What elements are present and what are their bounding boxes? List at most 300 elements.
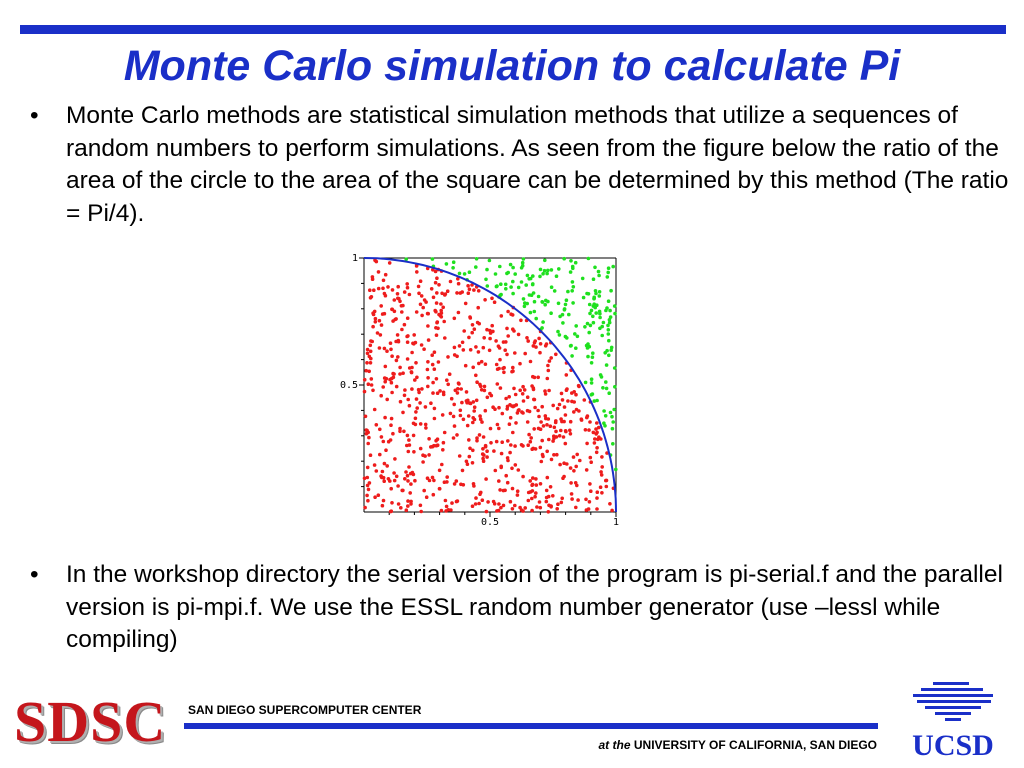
- point-inside: [417, 292, 421, 296]
- point-outside: [431, 257, 435, 261]
- point-inside: [486, 500, 490, 504]
- point-outside: [571, 280, 575, 284]
- point-outside: [526, 274, 530, 278]
- point-outside: [557, 267, 561, 271]
- point-inside: [482, 459, 486, 463]
- point-inside: [364, 415, 368, 419]
- point-inside: [381, 385, 385, 389]
- point-inside: [532, 398, 536, 402]
- point-inside: [366, 499, 370, 503]
- point-inside: [413, 479, 417, 483]
- point-inside: [452, 436, 456, 440]
- point-outside: [598, 290, 602, 294]
- point-inside: [434, 270, 438, 274]
- point-inside: [379, 474, 383, 478]
- x-tick-label: 1: [612, 517, 620, 528]
- point-inside: [482, 346, 486, 350]
- point-inside: [439, 309, 443, 313]
- point-inside: [599, 485, 603, 489]
- point-outside: [533, 310, 537, 314]
- point-inside: [399, 400, 403, 404]
- point-inside: [545, 489, 549, 493]
- point-outside: [604, 414, 608, 418]
- point-inside: [414, 423, 418, 427]
- point-inside: [435, 321, 439, 325]
- point-inside: [599, 470, 603, 474]
- point-outside: [474, 265, 478, 269]
- point-inside: [424, 423, 428, 427]
- point-inside: [378, 346, 382, 350]
- point-outside: [608, 318, 612, 322]
- point-inside: [505, 353, 509, 357]
- point-outside: [606, 271, 610, 275]
- point-inside: [521, 385, 525, 389]
- point-inside: [403, 394, 407, 398]
- point-inside: [427, 437, 431, 441]
- point-inside: [496, 367, 500, 371]
- point-inside: [478, 433, 482, 437]
- point-inside: [497, 427, 501, 431]
- point-inside: [480, 420, 484, 424]
- point-outside: [601, 386, 605, 390]
- point-inside: [471, 416, 475, 420]
- point-inside: [528, 479, 532, 483]
- point-inside: [505, 327, 509, 331]
- point-outside: [598, 316, 602, 320]
- point-inside: [363, 506, 367, 510]
- point-outside: [612, 408, 616, 412]
- point-inside: [544, 392, 548, 396]
- point-inside: [455, 433, 459, 437]
- point-inside: [438, 487, 442, 491]
- point-inside: [462, 348, 466, 352]
- point-inside: [403, 477, 407, 481]
- point-inside: [363, 390, 367, 394]
- bullet-item-1: [30, 100, 1010, 230]
- point-outside: [613, 304, 617, 308]
- point-inside: [534, 491, 538, 495]
- point-outside: [571, 267, 575, 271]
- point-inside: [530, 483, 534, 487]
- point-inside: [481, 498, 485, 502]
- point-inside: [518, 362, 522, 366]
- point-inside: [421, 460, 425, 464]
- points-layer: [363, 257, 618, 514]
- point-outside: [569, 259, 573, 263]
- point-inside: [449, 280, 453, 284]
- point-inside: [471, 461, 475, 465]
- point-inside: [445, 378, 449, 382]
- point-outside: [598, 312, 602, 316]
- point-inside: [587, 428, 591, 432]
- point-inside: [499, 465, 503, 469]
- point-inside: [546, 377, 550, 381]
- point-inside: [406, 398, 410, 402]
- point-inside: [389, 341, 393, 345]
- point-inside: [383, 462, 387, 466]
- point-inside: [540, 405, 544, 409]
- point-inside: [434, 310, 438, 314]
- point-inside: [369, 361, 373, 365]
- point-inside: [475, 380, 479, 384]
- point-outside: [598, 294, 602, 298]
- point-inside: [574, 465, 578, 469]
- point-inside: [406, 316, 410, 320]
- point-outside: [556, 330, 560, 334]
- point-inside: [574, 506, 578, 510]
- point-inside: [596, 490, 600, 494]
- point-inside: [529, 360, 533, 364]
- point-inside: [441, 448, 445, 452]
- point-outside: [590, 393, 594, 397]
- point-outside: [607, 354, 611, 358]
- point-outside: [607, 299, 611, 303]
- point-inside: [500, 440, 504, 444]
- point-inside: [366, 442, 370, 446]
- point-outside: [574, 261, 578, 265]
- point-inside: [400, 328, 404, 332]
- point-inside: [585, 442, 589, 446]
- ucsd-logo: [903, 680, 1003, 760]
- point-inside: [462, 483, 466, 487]
- point-outside: [558, 333, 562, 337]
- point-outside: [525, 302, 529, 306]
- point-inside: [395, 475, 399, 479]
- point-outside: [587, 257, 591, 261]
- point-outside: [533, 300, 537, 304]
- point-inside: [574, 481, 578, 485]
- point-inside: [533, 406, 537, 410]
- monte-carlo-plot: [330, 248, 630, 533]
- point-inside: [382, 440, 386, 444]
- point-inside: [523, 352, 527, 356]
- point-inside: [379, 394, 383, 398]
- point-inside: [505, 407, 509, 411]
- point-inside: [474, 496, 478, 500]
- point-inside: [485, 328, 489, 332]
- point-inside: [485, 449, 489, 453]
- point-inside: [419, 422, 423, 426]
- point-inside: [452, 415, 456, 419]
- point-inside: [589, 489, 593, 493]
- point-outside: [587, 292, 591, 296]
- point-inside: [475, 399, 479, 403]
- point-inside: [366, 431, 370, 435]
- point-inside: [509, 500, 513, 504]
- point-inside: [373, 495, 377, 499]
- point-inside: [539, 342, 543, 346]
- point-inside: [456, 391, 460, 395]
- point-inside: [547, 389, 551, 393]
- point-inside: [400, 489, 404, 493]
- point-outside: [591, 351, 595, 355]
- point-inside: [523, 506, 527, 510]
- point-outside: [587, 331, 591, 335]
- point-inside: [530, 384, 534, 388]
- point-inside: [508, 422, 512, 426]
- point-inside: [541, 455, 545, 459]
- point-outside: [609, 411, 613, 415]
- point-inside: [471, 421, 475, 425]
- point-outside: [506, 271, 510, 275]
- point-inside: [564, 413, 568, 417]
- point-outside: [463, 272, 467, 276]
- point-inside: [488, 337, 492, 341]
- point-inside: [518, 389, 522, 393]
- point-inside: [422, 347, 426, 351]
- point-outside: [475, 257, 479, 261]
- point-inside: [449, 412, 453, 416]
- point-inside: [578, 459, 582, 463]
- point-inside: [374, 320, 378, 324]
- point-inside: [562, 435, 566, 439]
- bullet-text: In the workshop directory the serial version of the program is pi-serial.f and the parallel version is pi-mpi.f. We use the ESSL random number generator (use –lessl while compiling): [66, 561, 1003, 653]
- point-outside: [522, 297, 526, 301]
- point-outside: [590, 309, 594, 313]
- point-inside: [378, 319, 382, 323]
- point-inside: [502, 371, 506, 375]
- point-inside: [412, 333, 416, 337]
- point-inside: [384, 273, 388, 277]
- point-inside: [457, 381, 461, 385]
- point-inside: [420, 387, 424, 391]
- point-inside: [597, 435, 601, 439]
- point-outside: [592, 277, 596, 281]
- point-inside: [595, 507, 599, 511]
- point-inside: [504, 340, 508, 344]
- point-inside: [367, 370, 371, 374]
- sdsc-logo: SDSC: [14, 689, 167, 754]
- point-inside: [426, 324, 430, 328]
- point-inside: [412, 434, 416, 438]
- point-inside: [380, 435, 384, 439]
- point-inside: [558, 463, 562, 467]
- point-inside: [428, 479, 432, 483]
- point-inside: [392, 376, 396, 380]
- point-outside: [607, 266, 611, 270]
- point-inside: [373, 408, 377, 412]
- point-inside: [585, 468, 589, 472]
- point-outside: [595, 303, 599, 307]
- point-inside: [378, 428, 382, 432]
- point-inside: [453, 346, 457, 350]
- point-outside: [591, 315, 595, 319]
- bullet-marker: •: [30, 561, 39, 588]
- point-inside: [537, 427, 541, 431]
- point-inside: [381, 287, 385, 291]
- point-inside: [605, 485, 609, 489]
- point-inside: [471, 323, 475, 327]
- point-inside: [538, 351, 542, 355]
- point-inside: [600, 491, 604, 495]
- point-inside: [594, 432, 598, 436]
- point-inside: [423, 454, 427, 458]
- point-inside: [391, 288, 395, 292]
- point-inside: [569, 481, 573, 485]
- point-inside: [464, 302, 468, 306]
- point-inside: [462, 329, 466, 333]
- point-inside: [437, 360, 441, 364]
- org-name: SAN DIEGO SUPERCOMPUTER CENTER: [188, 703, 422, 717]
- point-inside: [379, 304, 383, 308]
- point-inside: [410, 371, 414, 375]
- point-inside: [493, 300, 497, 304]
- point-inside: [424, 300, 428, 304]
- point-inside: [474, 374, 478, 378]
- point-inside: [371, 275, 375, 279]
- point-outside: [563, 308, 567, 312]
- point-inside: [384, 365, 388, 369]
- point-inside: [484, 409, 488, 413]
- point-outside: [566, 290, 570, 294]
- point-inside: [481, 452, 485, 456]
- point-inside: [406, 434, 410, 438]
- x-tick-label: 0.5: [480, 517, 500, 528]
- point-inside: [521, 411, 525, 415]
- point-inside: [554, 353, 558, 357]
- point-inside: [364, 369, 368, 373]
- point-inside: [519, 319, 523, 323]
- point-inside: [435, 276, 439, 280]
- point-inside: [547, 510, 551, 514]
- point-inside: [429, 445, 433, 449]
- point-inside: [530, 509, 534, 513]
- point-inside: [368, 481, 372, 485]
- point-inside: [437, 283, 441, 287]
- point-inside: [394, 317, 398, 321]
- point-inside: [518, 506, 522, 510]
- point-outside: [586, 322, 590, 326]
- point-outside: [570, 289, 574, 293]
- point-inside: [366, 466, 370, 470]
- point-outside: [564, 303, 568, 307]
- point-inside: [435, 301, 439, 305]
- point-inside: [459, 409, 463, 413]
- point-outside: [537, 295, 541, 299]
- point-outside: [581, 277, 585, 281]
- point-inside: [401, 411, 405, 415]
- point-inside: [432, 493, 436, 497]
- point-inside: [436, 443, 440, 447]
- point-inside: [442, 320, 446, 324]
- point-inside: [488, 349, 492, 353]
- point-inside: [383, 376, 387, 380]
- point-inside: [516, 489, 520, 493]
- point-outside: [553, 289, 557, 293]
- point-inside: [424, 426, 428, 430]
- point-outside: [569, 344, 573, 348]
- point-inside: [511, 327, 515, 331]
- y-tick-label: 1: [351, 253, 358, 264]
- point-outside: [541, 272, 545, 276]
- point-inside: [499, 506, 503, 510]
- point-outside: [611, 427, 615, 431]
- point-inside: [406, 340, 410, 344]
- point-outside: [603, 351, 607, 355]
- point-inside: [382, 279, 386, 283]
- point-inside: [472, 484, 476, 488]
- point-inside: [474, 502, 478, 506]
- point-inside: [414, 417, 418, 421]
- point-inside: [370, 377, 374, 381]
- footer-rule: [184, 723, 878, 729]
- point-inside: [456, 387, 460, 391]
- point-inside: [471, 504, 475, 508]
- point-outside: [511, 266, 515, 270]
- point-inside: [512, 387, 516, 391]
- point-inside: [510, 467, 514, 471]
- point-inside: [426, 360, 430, 364]
- point-inside: [396, 285, 400, 289]
- point-outside: [597, 270, 601, 274]
- point-inside: [409, 472, 413, 476]
- point-outside: [602, 321, 606, 325]
- point-inside: [429, 401, 433, 405]
- point-outside: [485, 268, 489, 272]
- point-inside: [551, 494, 555, 498]
- point-inside: [576, 498, 580, 502]
- point-inside: [511, 487, 515, 491]
- point-inside: [514, 463, 518, 467]
- point-inside: [419, 447, 423, 451]
- point-outside: [494, 272, 498, 276]
- point-outside: [517, 286, 521, 290]
- point-inside: [432, 479, 436, 483]
- point-inside: [405, 444, 409, 448]
- point-inside: [511, 507, 515, 511]
- point-inside: [496, 382, 500, 386]
- point-inside: [537, 415, 541, 419]
- point-inside: [484, 477, 488, 481]
- point-inside: [535, 483, 539, 487]
- point-outside: [543, 269, 547, 273]
- point-inside: [367, 488, 371, 492]
- point-inside: [546, 476, 550, 480]
- point-inside: [546, 364, 550, 368]
- point-inside: [441, 306, 445, 310]
- point-inside: [406, 357, 410, 361]
- point-inside: [501, 412, 505, 416]
- point-outside: [534, 317, 538, 321]
- point-inside: [539, 482, 543, 486]
- y-tick-label: 0.5: [339, 380, 358, 391]
- point-inside: [540, 460, 544, 464]
- point-outside: [586, 346, 590, 350]
- point-inside: [563, 405, 567, 409]
- point-inside: [442, 441, 446, 445]
- point-inside: [406, 334, 410, 338]
- point-inside: [402, 430, 406, 434]
- point-inside: [490, 324, 494, 328]
- point-outside: [520, 266, 524, 270]
- point-inside: [483, 298, 487, 302]
- point-inside: [549, 485, 553, 489]
- point-inside: [570, 497, 574, 501]
- point-inside: [371, 389, 375, 393]
- point-inside: [533, 495, 537, 499]
- bullet-marker: •: [30, 102, 39, 129]
- point-inside: [390, 417, 394, 421]
- point-inside: [401, 371, 405, 375]
- point-inside: [593, 441, 597, 445]
- point-inside: [492, 449, 496, 453]
- point-inside: [477, 502, 481, 506]
- point-inside: [477, 289, 481, 293]
- point-inside: [564, 430, 568, 434]
- point-inside: [589, 460, 593, 464]
- point-inside: [500, 314, 504, 318]
- point-inside: [544, 414, 548, 418]
